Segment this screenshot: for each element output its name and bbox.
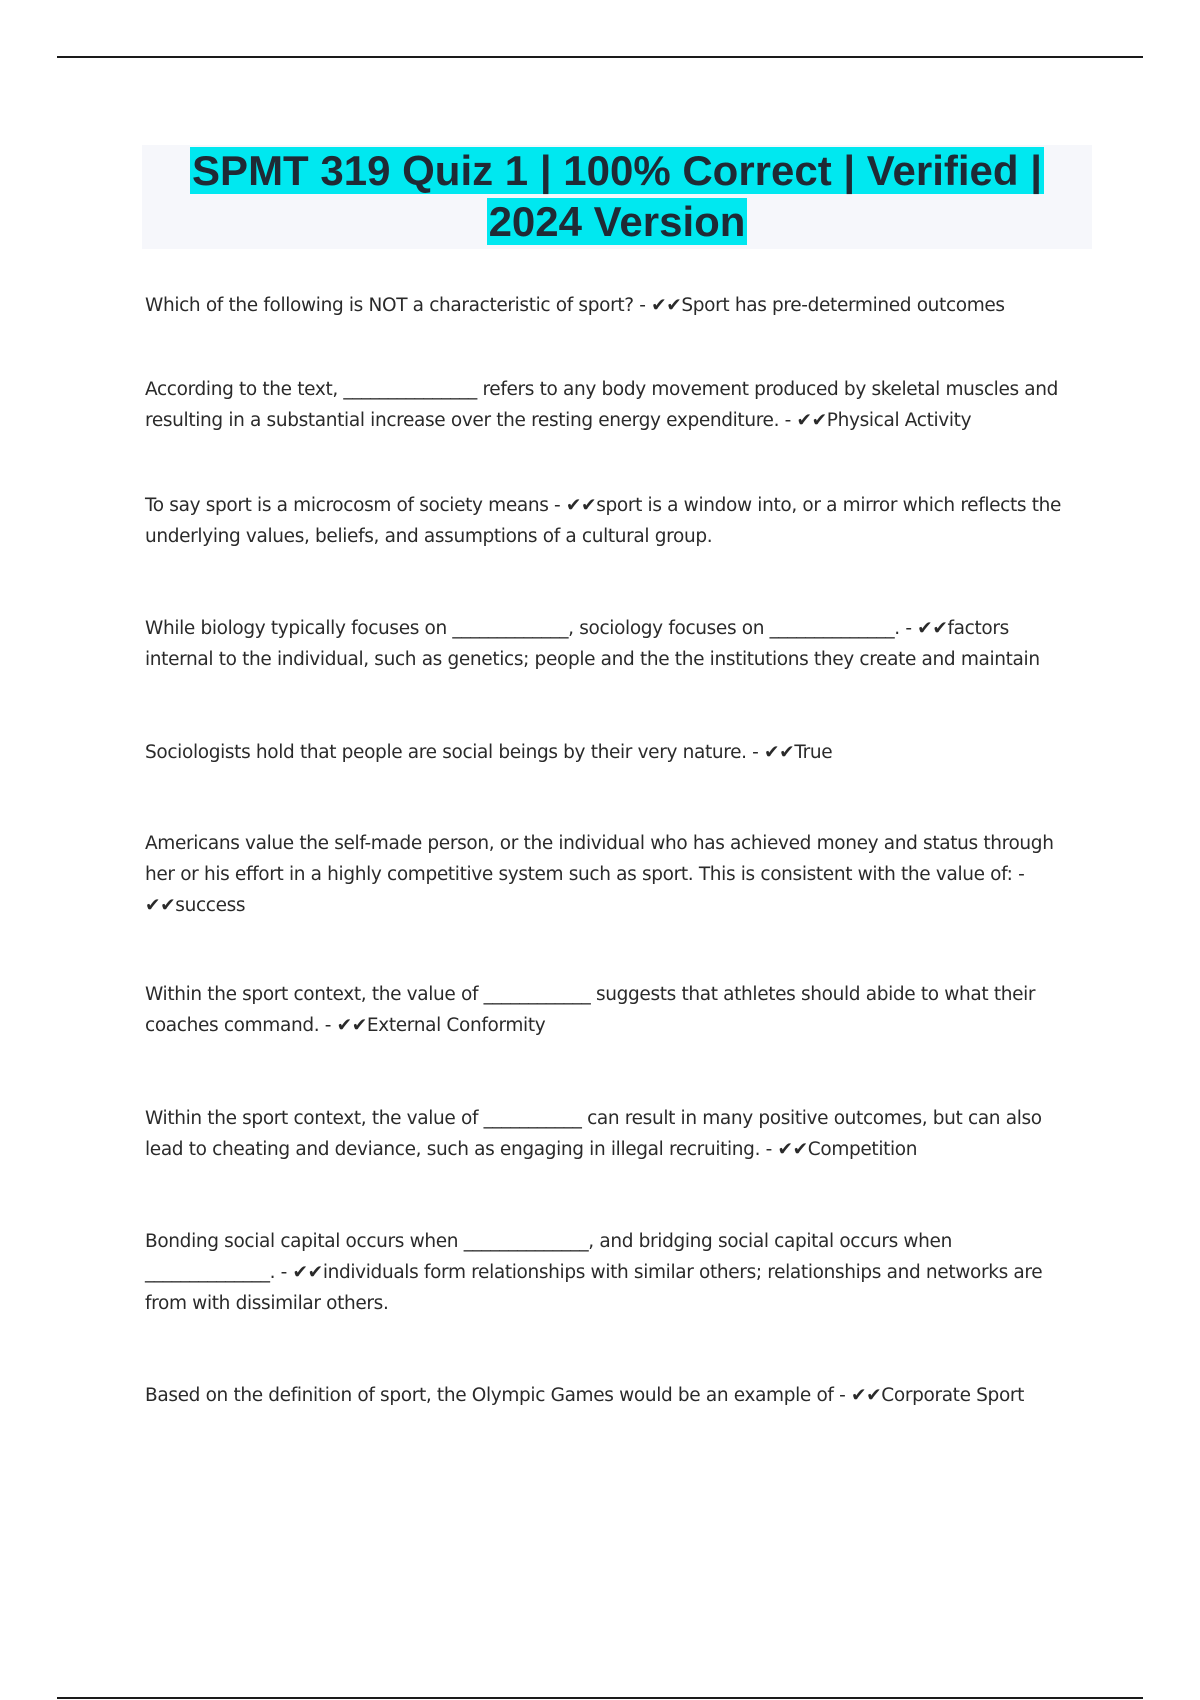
title-line-1: SPMT 319 Quiz 1 | 100% Correct | Verified | xyxy=(192,147,1042,194)
bottom-rule xyxy=(57,1697,1143,1699)
title-line-2: 2024 Version xyxy=(488,198,746,245)
top-rule xyxy=(57,56,1143,58)
question-item-10: Based on the definition of sport, the Olympic Games would be an example of - ✔✔Corporate Sport xyxy=(145,1385,1025,1406)
question-item-9: Bonding social capital occurs when ______________, and bridging social capital occurs when ______________. - ✔✔individuals form relationships with similar others; relationships and networks are from with dissimilar others. xyxy=(145,1231,1043,1314)
document-title xyxy=(142,145,1092,247)
question-item-7: Within the sport context, the value of ____________ suggests that athletes should abide to what their coaches command. - ✔✔External Conformity xyxy=(145,984,1036,1036)
question-item-1: Which of the following is NOT a characteristic of sport? - ✔✔Sport has pre-determined outcomes xyxy=(145,295,1005,316)
question-item-2: According to the text, _______________ refers to any body movement produced by skeletal muscles and resulting in a substantial increase over the resting energy expenditure. - ✔✔Physical Activity xyxy=(145,379,1059,431)
question-item-8: Within the sport context, the value of ___________ can result in many positive outcomes, but can also lead to cheating and deviance, such as engaging in illegal recruiting. - ✔✔Competition xyxy=(145,1108,1042,1160)
question-item-4: While biology typically focuses on _____________, sociology focuses on ______________. - ✔✔factors internal to the individual, such as genetics; people and the the institutions they create and maintain xyxy=(145,618,1040,670)
question-item-3: To say sport is a microcosm of society means - ✔✔sport is a window into, or a mirror which reflects the underlying values, beliefs, and assumptions of a cultural group. xyxy=(145,495,1062,547)
question-item-5: Sociologists hold that people are social beings by their very nature. - ✔✔True xyxy=(145,742,833,763)
question-item-6: Americans value the self-made person, or the individual who has achieved money and status through her or his effort in a highly competitive system such as sport. This is consistent with the value of: - ✔✔success xyxy=(145,833,1054,916)
